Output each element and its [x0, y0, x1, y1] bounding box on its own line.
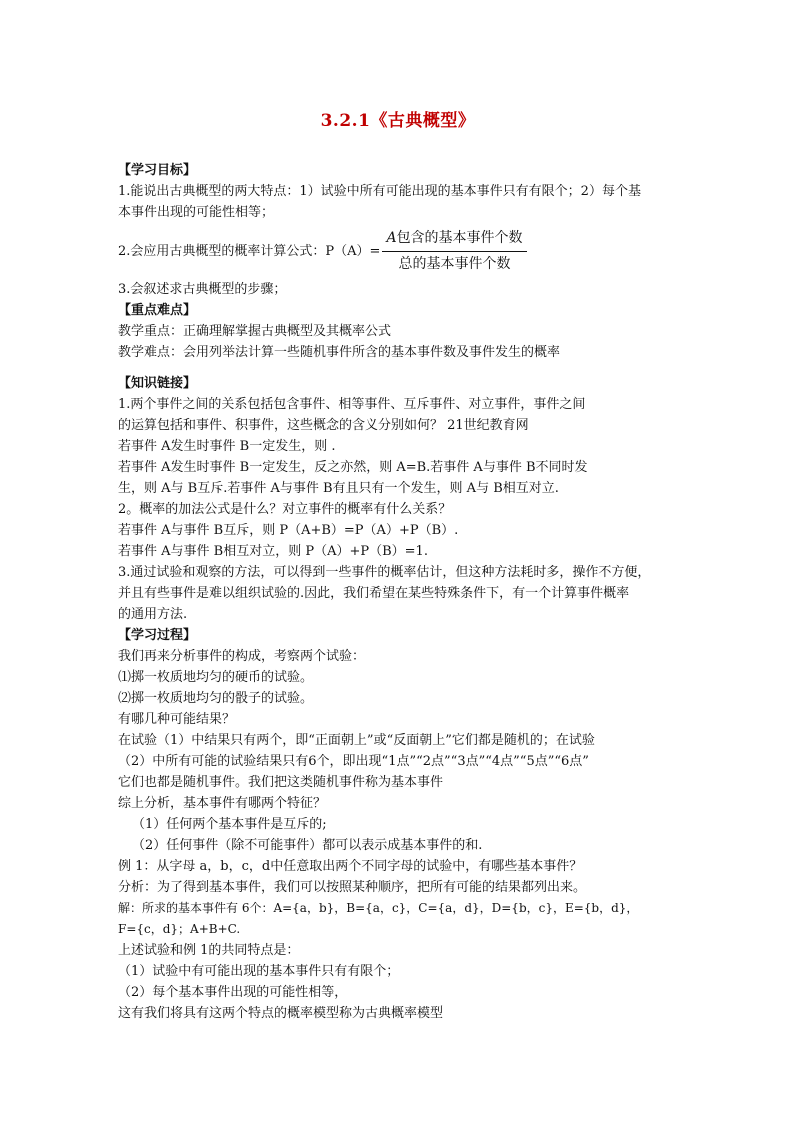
- process-line-16: （1）试验中有可能出现的基本事件只有有限个；: [118, 964, 400, 979]
- process-line-4: 有哪几种可能结果？: [118, 712, 236, 727]
- page-title: 3.2.1《古典概型》: [320, 111, 476, 131]
- formula-denominator: 总的基本事件个数: [398, 255, 511, 272]
- process-line-14: F={c，d}；A+B+C.: [118, 922, 241, 936]
- goal-item-3: 3.会叙述求古典概型的步骤；: [118, 282, 287, 297]
- link-line-11: 的通用方法.: [118, 607, 188, 622]
- process-line-11: 例 1：从字母 a，b，c，d中任意取出两个不同字母的试验中，有哪些基本事件？: [118, 859, 583, 874]
- key-difficulty: 教学难点：会用列举法计算一些随机事件所含的基本事件数及事件发生的概率: [118, 345, 561, 360]
- section-heading-process: 【学习过程】: [118, 628, 197, 643]
- process-line-6: （2）中所有可能的试验结果只有6个，即出现“1点”“2点”“3点”“4点”“5点”“6点”: [118, 754, 589, 769]
- link-line-3: 若事件 A发生时事件 B一定发生，则 .: [118, 439, 336, 454]
- section-heading-goals: 【学习目标】: [118, 163, 197, 178]
- link-line-2: 的运算包括和事件、积事件，这些概念的含义分别如何？ 21世纪教育网: [118, 418, 529, 433]
- process-line-2: ⑴掷一枚质地均匀的硬币的试验。: [118, 670, 314, 685]
- formula-numerator: [382, 228, 526, 252]
- link-line-6: 2。概率的加法公式是什么？对立事件的概率有什么关系？: [118, 502, 452, 517]
- key-focus: 教学重点：正确理解掌握古典概型及其概率公式: [118, 324, 392, 339]
- link-line-1: 1.两个事件之间的关系包括包含事件、相等事件、互斥事件、对立事件，事件之间: [118, 397, 586, 412]
- formula-numerator-var: A: [386, 229, 397, 246]
- process-line-3: ⑵掷一枚质地均匀的骰子的试验。: [118, 691, 314, 706]
- process-line-1: 我们再来分析事件的构成，考察两个试验：: [118, 649, 366, 664]
- process-line-5: 在试验（1）中结果只有两个，即“正面朝上”或“反面朝上”它们都是随机的；在试验: [118, 733, 595, 748]
- process-line-17: （2）每个基本事件出现的可能性相等，: [118, 985, 348, 1000]
- process-line-9: （1）任何两个基本事件是互斥的;: [132, 817, 327, 832]
- process-line-7: 它们也都是随机事件。我们把这类随机事件称为基本事件: [118, 775, 444, 790]
- link-line-5: 生，则 A与 B互斥.若事件 A与事件 B有且只有一个发生，则 A与 B相互对立.: [118, 481, 559, 496]
- process-line-18: 这有我们将具有这两个特点的概率模型称为古典概率模型: [118, 1006, 444, 1021]
- process-line-10: （2）任何事件（除不可能事件）都可以表示成基本事件的和.: [132, 838, 483, 853]
- goal-item-1b: 本事件出现的可能性相等；: [118, 205, 275, 220]
- process-line-12: 分析：为了得到基本事件，我们可以按照某种顺序，把所有可能的结果都列出来。: [118, 880, 587, 895]
- formula-fraction: [382, 228, 526, 275]
- link-line-9: 3.通过试验和观察的方法，可以得到一些事件的概率估计，但这种方法耗时多，操作不方便，: [118, 565, 651, 580]
- process-line-13: 解：所求的基本事件有 6个：A={a，b}，B={a，c}，C={a，d}，D={b，c}，E={b，d}，: [118, 901, 639, 915]
- goal-item-2-prefix: 2.会应用古典概型的概率计算公式：P（A）=: [118, 243, 381, 259]
- process-line-8: 综上分析，基本事件有哪两个特征？: [118, 796, 327, 811]
- process-line-15: 上述试验和例 1的共同特点是：: [118, 943, 300, 958]
- link-line-10: 并且有些事件是难以组织试验的.因此，我们希望在某些特殊条件下，有一个计算事件概率: [118, 586, 630, 601]
- document-body: [118, 160, 678, 1024]
- probability-formula: [118, 229, 678, 273]
- goal-item-1a: 1.能说出古典概型的两大特点：1）试验中所有可能出现的基本事件只有有限个；2）每个基: [118, 184, 641, 199]
- section-heading-key: 【重点难点】: [118, 303, 197, 318]
- link-line-8: 若事件 A与事件 B相互对立，则 P（A）+P（B）=1.: [118, 544, 428, 559]
- formula-numerator-text: 包含的基本事件个数: [396, 229, 523, 246]
- link-line-4: 若事件 A发生时事件 B一定发生，反之亦然，则 A=B.若事件 A与事件 B不同时发: [118, 460, 588, 475]
- link-line-7: 若事件 A与事件 B互斥，则 P（A+B）=P（A）+P（B）.: [118, 523, 459, 538]
- section-heading-links: 【知识链接】: [118, 376, 197, 391]
